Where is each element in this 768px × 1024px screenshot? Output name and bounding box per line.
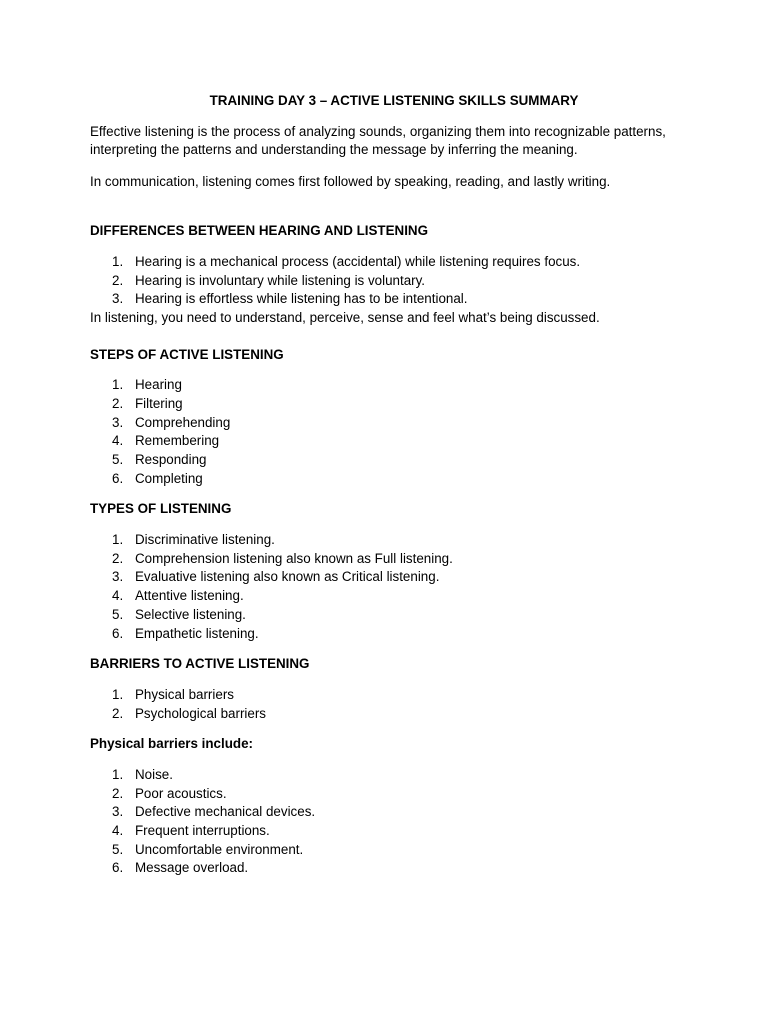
list-number: 1.	[112, 532, 124, 548]
list-number: 2.	[112, 550, 124, 566]
section-heading-physical-barriers: Physical barriers include:	[90, 736, 253, 752]
barriers-list	[90, 686, 690, 723]
list-item	[90, 376, 690, 395]
list-number: 4.	[112, 823, 124, 838]
list-item-text: Comprehension listening also known as Full listening.	[135, 550, 453, 566]
intro-paragraph: Effective listening is the process of analyzing sounds, organizing them into recognizable patterns, interpreting the patterns and understanding the message by inferring the meaning.	[90, 123, 666, 158]
list-number: 1.	[112, 377, 124, 393]
list-number: 4.	[112, 588, 124, 604]
section-heading-differences: DIFFERENCES BETWEEN HEARING AND LISTENING	[90, 223, 429, 239]
list-item-text: Completing	[135, 470, 203, 486]
list-item-text: Noise.	[135, 766, 173, 782]
list-item	[90, 290, 690, 309]
list-item-text: Hearing is effortless while listening has to be intentional.	[135, 291, 468, 307]
list-number: 3.	[112, 291, 124, 307]
list-item-text: Attentive listening.	[135, 588, 244, 604]
list-item	[90, 414, 690, 433]
list-item	[90, 470, 690, 489]
list-item-text: Uncomfortable environment.	[135, 841, 304, 857]
document-content	[90, 92, 690, 890]
list-item	[90, 432, 690, 451]
list-item	[90, 841, 690, 860]
list-number: 2.	[112, 785, 124, 801]
differences-note: In listening, you need to understand, perceive, sense and feel what’s being discussed.	[90, 310, 600, 326]
list-item-text: Psychological barriers	[135, 705, 266, 721]
list-number: 5.	[112, 606, 124, 622]
list-item-text: Filtering	[135, 395, 183, 411]
list-item	[90, 766, 690, 785]
steps-list	[90, 376, 690, 488]
physical-barriers-list	[90, 766, 690, 878]
list-number: 5.	[112, 452, 124, 468]
list-item	[90, 606, 690, 625]
list-item	[90, 253, 690, 272]
list-item	[90, 272, 690, 291]
section-heading-types: TYPES OF LISTENING	[90, 501, 232, 517]
list-item-text: Discriminative listening.	[135, 532, 275, 548]
list-number: 5.	[112, 841, 124, 857]
list-number: 2.	[112, 272, 124, 288]
list-item	[90, 568, 690, 587]
list-item	[90, 625, 690, 644]
section-gap	[90, 204, 690, 222]
list-item	[90, 531, 690, 550]
list-item	[90, 451, 690, 470]
list-item	[90, 686, 690, 705]
list-number: 6.	[112, 470, 124, 486]
list-item-text: Empathetic listening.	[135, 625, 259, 641]
list-item-text: Physical barriers	[135, 686, 234, 702]
section-heading-barriers: BARRIERS TO ACTIVE LISTENING	[90, 656, 310, 672]
list-number: 1.	[112, 766, 124, 782]
list-number: 2.	[112, 395, 124, 411]
list-number: 1.	[112, 686, 124, 702]
list-item	[90, 859, 690, 878]
list-item	[90, 395, 690, 414]
list-item-text: Evaluative listening also known as Critical listening.	[135, 569, 440, 585]
list-number: 6.	[112, 860, 124, 876]
list-item-text: Hearing is a mechanical process (accidental) while listening requires focus.	[135, 253, 581, 269]
list-item-text: Hearing is involuntary while listening is voluntary.	[135, 272, 426, 288]
list-number: 4.	[112, 433, 124, 449]
list-number: 1.	[112, 253, 124, 269]
list-item	[90, 587, 690, 606]
list-item	[90, 822, 690, 841]
list-number: 6.	[112, 625, 124, 641]
list-number: 3.	[112, 414, 124, 430]
list-item-text: Remembering	[135, 433, 220, 449]
types-list	[90, 531, 690, 643]
list-item	[90, 705, 690, 724]
list-item-text: Poor acoustics.	[135, 785, 227, 801]
list-item-text: Comprehending	[135, 414, 231, 430]
intro-paragraph: In communication, listening comes first followed by speaking, reading, and lastly writing.	[90, 173, 611, 189]
list-item	[90, 785, 690, 804]
list-item-text: Hearing	[135, 377, 182, 393]
differences-list	[90, 253, 690, 309]
list-item-text: Message overload.	[135, 860, 249, 876]
section-heading-steps: STEPS OF ACTIVE LISTENING	[90, 346, 284, 362]
list-number: 2.	[112, 705, 124, 721]
list-item-text: Frequent interruptions.	[135, 823, 270, 838]
list-item-text: Selective listening.	[135, 606, 246, 622]
list-item	[90, 550, 690, 569]
list-number: 3.	[112, 569, 124, 585]
list-item-text: Responding	[135, 452, 207, 468]
document-title: TRAINING DAY 3 – ACTIVE LISTENING SKILLS SUMMARY	[209, 93, 579, 108]
list-item-text: Defective mechanical devices.	[135, 804, 316, 820]
list-item	[90, 803, 690, 822]
list-number: 3.	[112, 804, 124, 820]
